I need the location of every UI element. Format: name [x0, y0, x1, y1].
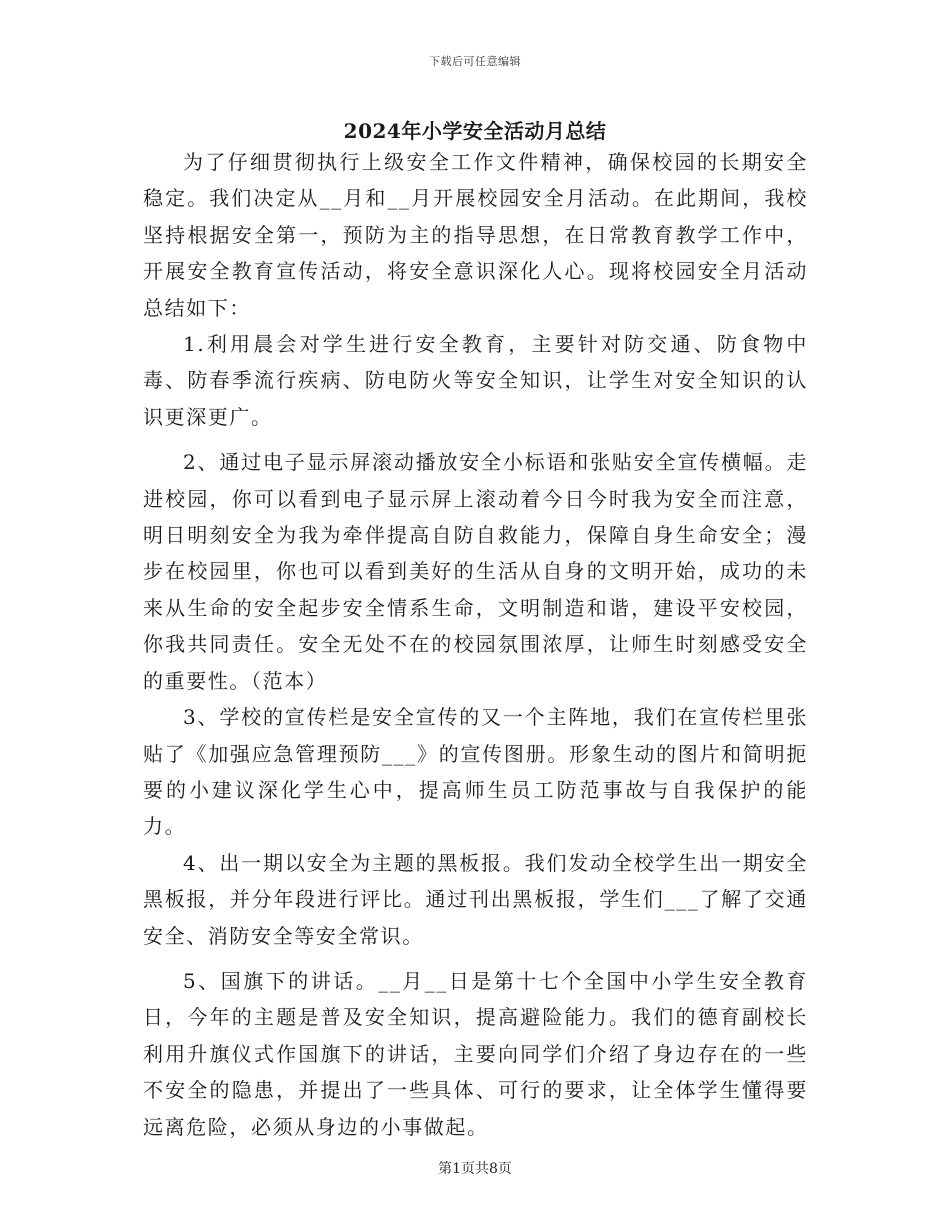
paragraph-item-5: 5、国旗下的讲话。__月__日是第十七个全国中小学生安全教育日，今年的主题是普及安全知识，提高避险能力。我们的德育副校长利用升旗仪式作国旗下的讲话，主要向同学们介绍了身边存在的一些不安全的隐患，并提出了一些具体、可行的要求，让全体学生懂得要远离危险，必须从身边的小事做起。 — [143, 968, 808, 1139]
paragraph-item-3: 3、学校的宣传栏是安全宣传的又一个主阵地，我们在宣传栏里张贴了《加强应急管理预防___》的宣传图册。形象生动的图片和简明扼要的小建议深化学生心中，提高师生员工防范事故与自我保护的能力。 — [143, 705, 808, 839]
header-note: 下载后可任意编辑 — [429, 55, 521, 68]
document-body — [143, 144, 808, 1145]
paragraph-item-1: 1.利用晨会对学生进行安全教育，主要针对防交通、防食物中毒、防春季流行疾病、防电防火等安全知识，让学生对安全知识的认识更深更广。 — [143, 332, 808, 429]
page-number: 第1页共8页 — [438, 1161, 512, 1177]
paragraph-item-2: 2、通过电子显示屏滚动播放安全小标语和张贴安全宣传横幅。走进校园，你可以看到电子显示屏上滚动着今日今时我为安全而注意，明日明刻安全为我为牵伴提高自防自救能力，保障自身生命安全；漫步在校园里，你也可以看到美好的生活从自身的文明开始，成功的未来从生命的安全起步安全情系生命，文明制造和谐，建设平安校园，你我共同责任。安全无处不在的校园氛围浓厚，让师生时刻感受安全的重要性。（范本） — [143, 450, 808, 693]
paragraph-item-4: 4、出一期以安全为主题的黑板报。我们发动全校学生出一期安全黑板报，并分年段进行评比。通过刊出黑板报，学生们___了解了交通安全、消防安全等安全常识。 — [143, 850, 808, 948]
paragraph-intro: 为了仔细贯彻执行上级安全工作文件精神，确保校园的长期安全稳定。我们决定从__月和__月开展校园安全月活动。在此期间，我校坚持根据安全第一，预防为主的指导思想，在日常教育教学工作中，开展安全教育宣传活动，将安全意识深化人心。现将校园安全月活动总结如下： — [143, 150, 808, 320]
document-title: 2024年小学安全活动月总结 — [343, 119, 607, 143]
